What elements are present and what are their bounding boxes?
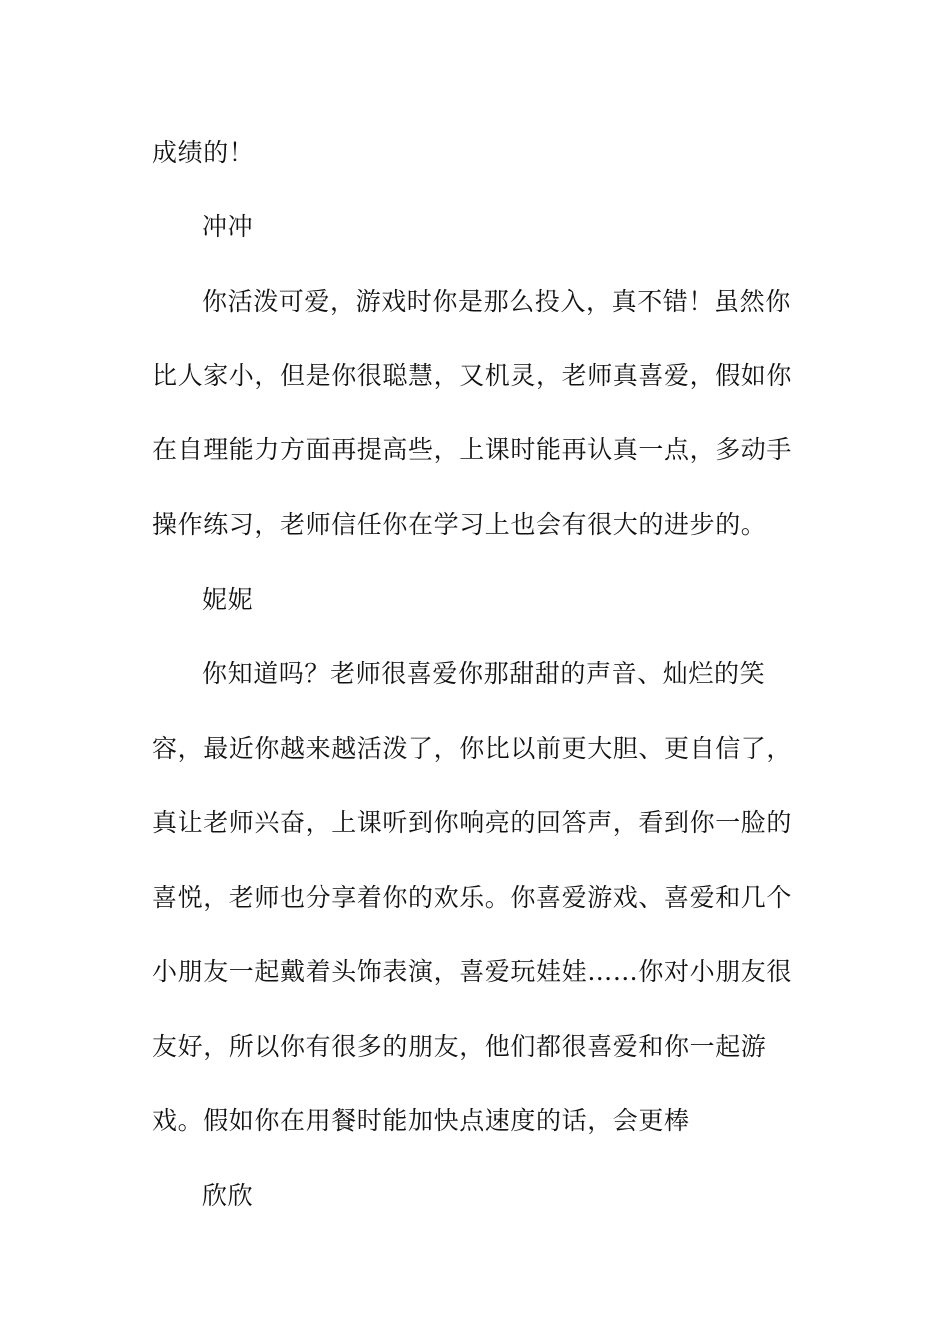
text-line: 真让老师兴奋，上课听到你响亮的回答声，看到你一脸的 [152, 808, 793, 837]
text-line: 喜悦，老师也分享着你的欢乐。你喜爱游戏、喜爱和几个 [152, 883, 793, 912]
text-line: 友好，所以你有很多的朋友，他们都很喜爱和你一起游 [152, 1032, 767, 1061]
text-line: 比人家小，但是你很聪慧，又机灵，老师真喜爱，假如你 [152, 361, 793, 390]
text-line: 戏。假如你在用餐时能加快点速度的话，会更棒 [152, 1106, 690, 1135]
text-line: 容，最近你越来越活泼了，你比以前更大胆、更自信了， [152, 734, 793, 763]
student-name-heading: 欣欣 [202, 1181, 254, 1210]
student-name-heading: 妮妮 [202, 585, 254, 614]
text-line: 你活泼可爱，游戏时你是那么投入，真不错！虽然你 [202, 287, 791, 316]
text-line: 小朋友一起戴着头饰表演，喜爱玩娃娃……你对小朋友很 [152, 957, 793, 986]
text-line: 操作练习，老师信任你在学习上也会有很大的进步的。 [152, 510, 767, 539]
text-line: 你知道吗？老师很喜爱你那甜甜的声音、灿烂的笑 [202, 659, 766, 688]
text-line: 在自理能力方面再提高些，上课时能再认真一点，多动手 [152, 435, 793, 464]
student-name-heading: 冲冲 [202, 212, 254, 241]
text-line: 成绩的！ [152, 138, 255, 167]
